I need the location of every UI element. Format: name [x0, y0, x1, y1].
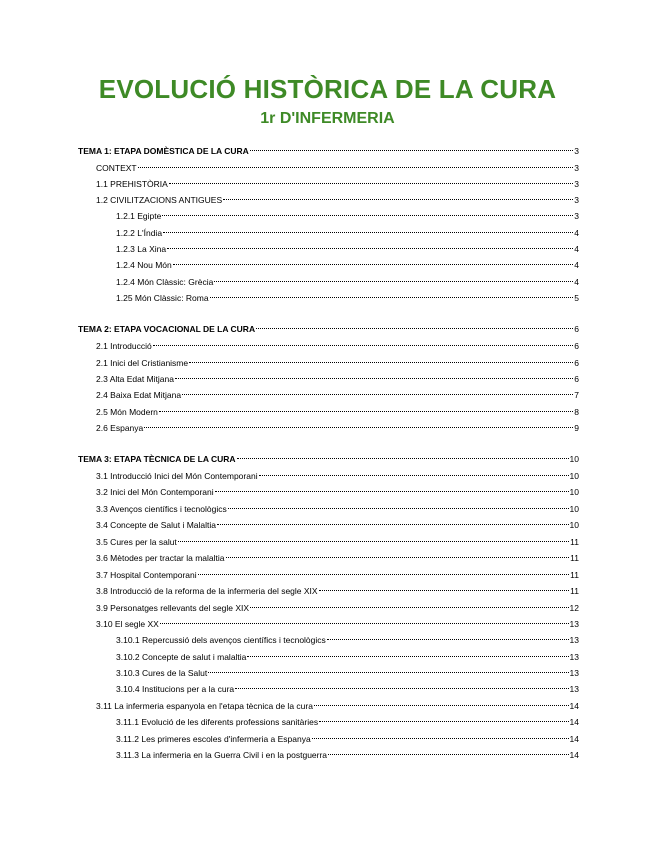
dot-leader — [169, 182, 573, 184]
dot-leader — [237, 457, 569, 459]
toc-page-number: 11 — [570, 537, 579, 547]
dot-leader — [314, 704, 569, 706]
toc-page-number: 6 — [574, 341, 579, 351]
toc-entry[interactable] — [116, 733, 579, 745]
toc-page-number: 10 — [569, 454, 579, 464]
toc-entry[interactable] — [116, 683, 579, 695]
toc-entry[interactable] — [96, 585, 579, 597]
toc-entry[interactable] — [96, 569, 579, 581]
toc-entry-label: 3.6 Mètodes per tractar la malaltia — [96, 553, 225, 563]
dot-leader — [250, 149, 573, 151]
dot-leader — [163, 231, 573, 233]
dot-leader — [327, 638, 569, 640]
toc-entry[interactable] — [96, 536, 579, 548]
toc-entry-label: 1.2.4 Món Clàssic: Grècia — [116, 277, 214, 287]
toc-entry-label: 3.5 Cures per la salut — [96, 537, 177, 547]
toc-entry-label: 3.10 El segle XX — [96, 619, 159, 629]
toc-entry-label: 3.11.2 Les primeres escoles d'infermeria a Espanya — [116, 734, 311, 744]
toc-entry-label: 2.3 Alta Edat Mitjana — [96, 374, 174, 384]
toc-entry[interactable] — [96, 519, 579, 531]
toc-entry[interactable] — [96, 700, 579, 712]
toc-entry-label: 2.1 Introducció — [96, 341, 152, 351]
toc-entry[interactable] — [116, 227, 579, 239]
toc-page-number: 6 — [574, 358, 579, 368]
toc-entry-label: 1.2.4 Nou Món — [116, 260, 172, 270]
toc-page-number: 11 — [570, 553, 579, 563]
toc-page-number: 5 — [574, 293, 579, 303]
dot-leader — [162, 214, 573, 216]
toc-entry[interactable] — [116, 667, 579, 679]
dot-leader — [319, 589, 570, 591]
toc-page-number: 12 — [569, 603, 579, 613]
toc-entry-label: 3.11.3 La infermeria en la Guerra Civil i en la postguerra — [116, 750, 328, 760]
toc-entry-label: 1.25 Món Clàssic: Roma — [116, 293, 209, 303]
dot-leader — [250, 606, 568, 608]
dot-leader — [189, 361, 573, 363]
dot-leader — [173, 263, 574, 265]
dot-leader — [228, 507, 569, 509]
toc-entry-label: TEMA 2: ETAPA VOCACIONAL DE LA CURA — [78, 324, 256, 334]
toc-entry-label: 2.1 Inici del Cristianisme — [96, 358, 189, 368]
toc-entry-label: CONTEXT — [96, 163, 137, 173]
toc-entry[interactable] — [96, 422, 579, 434]
toc-page-number: 4 — [574, 228, 579, 238]
dot-leader — [328, 753, 568, 755]
toc-entry-label: 3.4 Concepte de Salut i Malaltia — [96, 520, 217, 530]
dot-leader — [167, 247, 573, 249]
toc-entry[interactable] — [96, 373, 579, 385]
toc-page-number: 13 — [569, 684, 579, 694]
toc-page-number: 13 — [569, 668, 579, 678]
dot-leader — [226, 556, 570, 558]
toc-entry-label: 3.10.3 Cures de la Salut — [116, 668, 208, 678]
toc-entry[interactable] — [96, 389, 579, 401]
toc-entry-label: 3.1 Introducció Inici del Món Contemporani — [96, 471, 258, 481]
dot-leader — [153, 344, 574, 346]
toc-page-number: 3 — [574, 179, 579, 189]
toc-entry[interactable] — [116, 716, 579, 728]
toc-entry[interactable] — [116, 634, 579, 646]
dot-leader — [312, 737, 569, 739]
toc-entry-label: 3.11.1 Evolució de les diferents professions sanitàries — [116, 717, 319, 727]
toc-entry-label: 3.11 La infermeria espanyola en l'etapa tècnica de la cura — [96, 701, 313, 711]
toc-page-number: 11 — [570, 570, 579, 580]
toc-entry[interactable] — [96, 194, 579, 206]
toc-entry-label: 2.5 Món Modern — [96, 407, 158, 417]
toc-entry[interactable] — [116, 292, 579, 304]
toc-page-number: 14 — [569, 701, 579, 711]
toc-page-number: 3 — [574, 195, 579, 205]
dot-leader — [235, 687, 568, 689]
toc-page-number: 6 — [574, 324, 579, 334]
dot-leader — [144, 426, 573, 428]
toc-entry-label: 1.1 PREHISTÒRIA — [96, 179, 168, 189]
toc-page-number: 6 — [574, 374, 579, 384]
toc-page-number: 11 — [570, 586, 579, 596]
dot-leader — [214, 280, 573, 282]
toc-entry-label: 3.2 Inici del Món Contemporani — [96, 487, 214, 497]
toc-entry-label: 1.2 CIVILITZACIONS ANTIGUES — [96, 195, 223, 205]
toc-entry-label: TEMA 3: ETAPA TÈCNICA DE LA CURA — [78, 454, 236, 464]
toc-entry-label: 3.10.4 Institucions per a la cura — [116, 684, 235, 694]
toc-page-number: 14 — [569, 734, 579, 744]
dot-leader — [319, 720, 568, 722]
toc-page-number: 14 — [569, 750, 579, 760]
toc-page-number: 4 — [574, 260, 579, 270]
dot-leader — [182, 393, 573, 395]
toc-page-number: 3 — [574, 146, 579, 156]
toc-chapter-entry[interactable] — [78, 323, 579, 335]
toc-page-number: 8 — [574, 407, 579, 417]
toc-page-number: 10 — [569, 487, 579, 497]
toc-entry-label: 1.2.2 L'Índia — [116, 228, 163, 238]
dot-leader — [175, 377, 573, 379]
dot-leader — [198, 573, 570, 575]
toc-page-number: 14 — [569, 717, 579, 727]
toc-entry[interactable] — [116, 259, 579, 271]
toc-page-number: 13 — [569, 652, 579, 662]
toc-page-number: 13 — [569, 619, 579, 629]
dot-leader — [247, 655, 568, 657]
toc-page-number: 9 — [574, 423, 579, 433]
toc-entry[interactable] — [116, 210, 579, 222]
toc-page-number: 4 — [574, 277, 579, 287]
toc-page-number: 3 — [574, 211, 579, 221]
toc-page-number: 10 — [569, 520, 579, 530]
toc-entry[interactable] — [96, 178, 579, 190]
document-title: EVOLUCIÓ HISTÒRICA DE LA CURA — [98, 74, 557, 104]
dot-leader — [210, 296, 574, 298]
toc-page-number: 7 — [574, 390, 579, 400]
toc-entry[interactable] — [96, 357, 579, 369]
toc-entry-label: 1.2.3 La Xina — [116, 244, 167, 254]
toc-page-number: 3 — [574, 163, 579, 173]
document-subtitle: 1r D'INFERMERIA — [260, 110, 395, 127]
toc-page-number: 10 — [569, 504, 579, 514]
toc-page-number: 10 — [569, 471, 579, 481]
toc-entry-label: 1.2.1 Egipte — [116, 211, 162, 221]
toc-entry[interactable] — [96, 602, 579, 614]
dot-leader — [208, 671, 568, 673]
toc-entry[interactable] — [116, 243, 579, 255]
toc-entry-label: 3.8 Introducció de la reforma de la infermeria del segle XIX — [96, 586, 318, 596]
toc-chapter-entry[interactable] — [78, 145, 579, 157]
toc-entry[interactable] — [96, 340, 579, 352]
toc-entry-label: TEMA 1: ETAPA DOMÈSTICA DE LA CURA — [78, 146, 249, 156]
toc-page-number: 13 — [569, 635, 579, 645]
dot-leader — [178, 540, 569, 542]
dot-leader — [223, 198, 573, 200]
toc-entry[interactable] — [96, 503, 579, 515]
toc-entry[interactable] — [116, 276, 579, 288]
toc-entry-label: 3.9 Personatges rellevants del segle XIX — [96, 603, 250, 613]
dot-leader — [159, 410, 573, 412]
toc-entry-label: 3.10.2 Concepte de salut i malaltia — [116, 652, 247, 662]
toc-entry[interactable] — [96, 470, 579, 482]
toc-page-number: 4 — [574, 244, 579, 254]
toc-entry[interactable] — [116, 749, 579, 761]
toc-entry-label: 2.4 Baixa Edat Mitjana — [96, 390, 182, 400]
dot-leader — [217, 523, 569, 525]
toc-entry[interactable] — [116, 651, 579, 663]
toc-entry[interactable] — [96, 552, 579, 564]
toc-entry-label: 2.6 Espanya — [96, 423, 144, 433]
toc-entry[interactable] — [96, 618, 579, 630]
toc-chapter-entry[interactable] — [78, 453, 579, 465]
toc-entry-label: 3.3 Avenços científics i tecnològics — [96, 504, 227, 514]
toc-entry-label: 3.10.1 Repercussió dels avenços científics i tecnològics — [116, 635, 326, 645]
dot-leader — [138, 166, 574, 168]
toc-entry[interactable] — [96, 406, 579, 418]
dot-leader — [259, 474, 569, 476]
toc-entry-label: 3.7 Hospital Contemporani — [96, 570, 197, 580]
dot-leader — [256, 327, 573, 329]
dot-leader — [160, 622, 569, 624]
toc-entry[interactable] — [96, 486, 579, 498]
toc-entry[interactable] — [96, 162, 579, 174]
dot-leader — [215, 490, 569, 492]
